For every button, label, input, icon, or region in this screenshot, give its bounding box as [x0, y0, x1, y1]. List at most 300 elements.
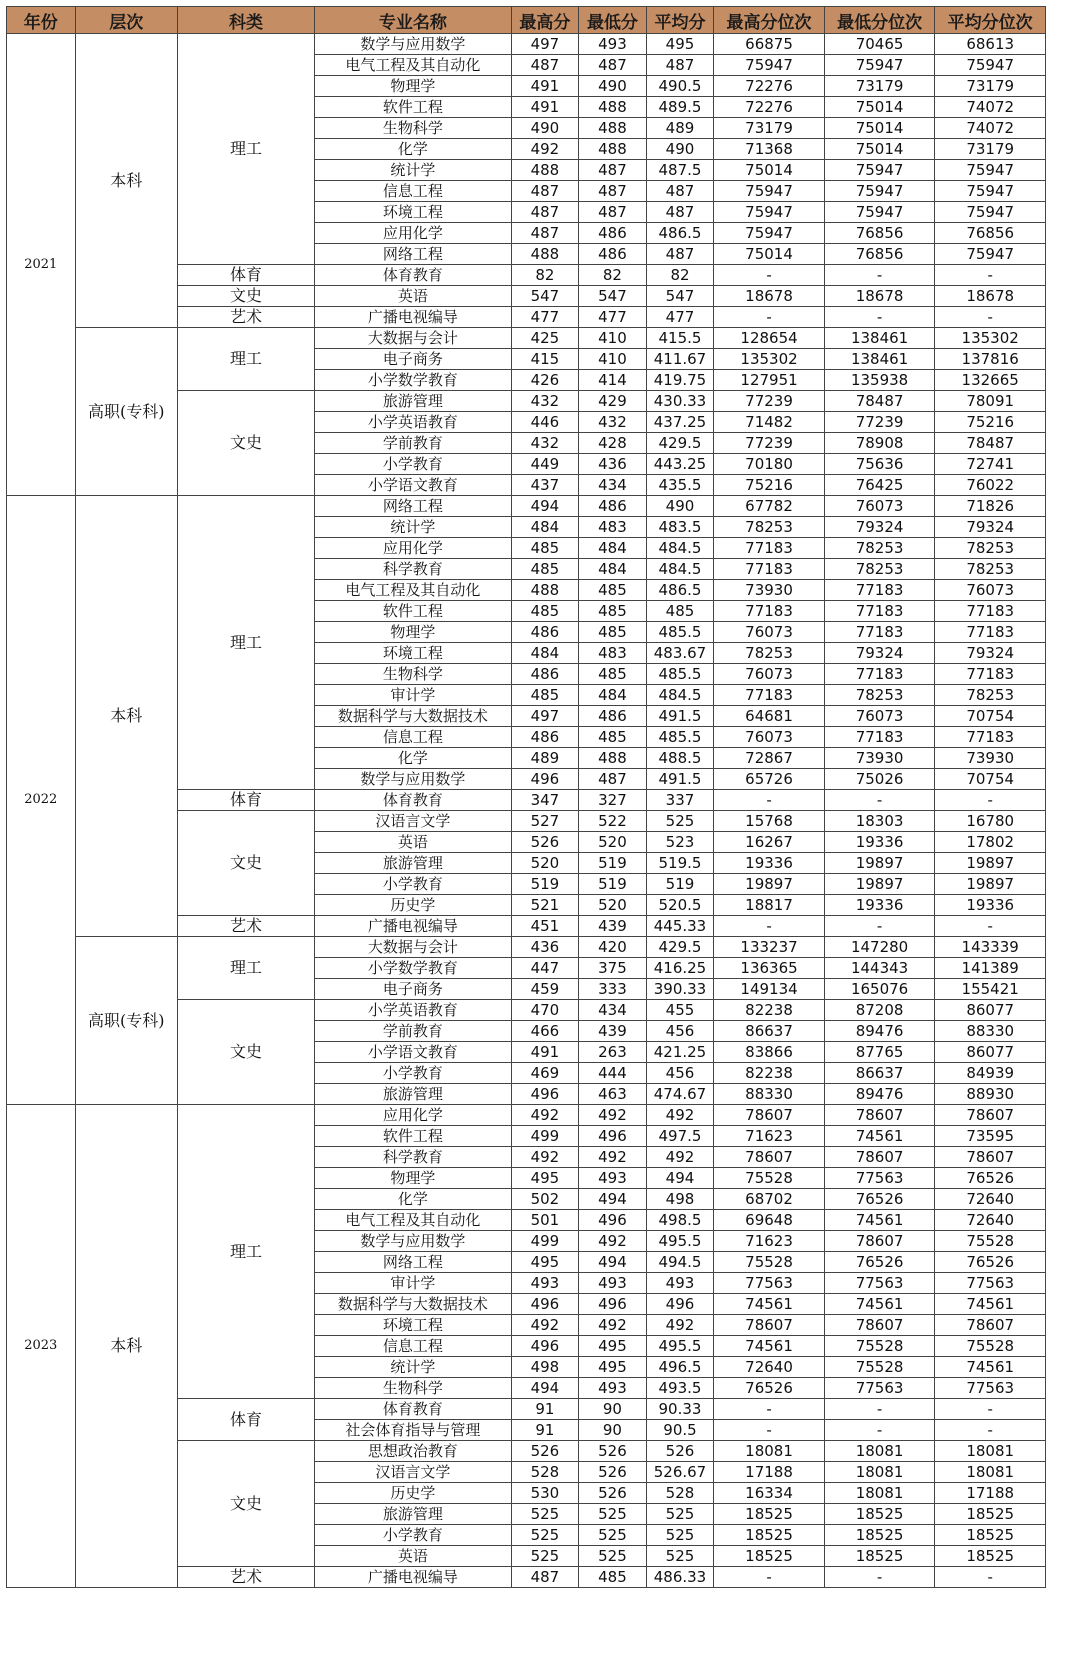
max-rank-cell: 71368 [714, 139, 825, 160]
avg-rank-cell: 135302 [935, 328, 1046, 349]
min-rank-cell: - [824, 265, 935, 286]
year-cell: 2022 [7, 496, 76, 1105]
avg-rank-cell: 75947 [935, 244, 1046, 265]
avg-rank-cell: 72640 [935, 1210, 1046, 1231]
min-score-cell: 434 [579, 475, 647, 496]
max-rank-cell: 17188 [714, 1462, 825, 1483]
avg-rank-cell: 18081 [935, 1462, 1046, 1483]
major-name-cell: 广播电视编导 [315, 1567, 512, 1588]
max-score-cell: 485 [511, 538, 579, 559]
table-body [7, 34, 1046, 1588]
major-name-cell: 汉语言文学 [315, 811, 512, 832]
major-name-cell: 小学语文教育 [315, 475, 512, 496]
min-rank-cell: 18081 [824, 1441, 935, 1462]
min-rank-cell: 75026 [824, 769, 935, 790]
avg-score-cell: 456 [646, 1021, 714, 1042]
avg-rank-cell: 77183 [935, 622, 1046, 643]
min-score-cell: 487 [579, 202, 647, 223]
major-name-cell: 环境工程 [315, 1315, 512, 1336]
avg-score-cell: 519.5 [646, 853, 714, 874]
major-name-cell: 审计学 [315, 685, 512, 706]
min-score-cell: 90 [579, 1399, 647, 1420]
avg-rank-cell: 88930 [935, 1084, 1046, 1105]
avg-rank-cell: 75947 [935, 160, 1046, 181]
header-year: 年份 [7, 7, 76, 34]
avg-rank-cell: 78487 [935, 433, 1046, 454]
max-rank-cell: 74561 [714, 1336, 825, 1357]
avg-rank-cell: 76526 [935, 1168, 1046, 1189]
avg-score-cell: 474.67 [646, 1084, 714, 1105]
avg-rank-cell: 18525 [935, 1546, 1046, 1567]
min-score-cell: 439 [579, 1021, 647, 1042]
avg-score-cell: 525 [646, 1546, 714, 1567]
major-name-cell: 应用化学 [315, 1105, 512, 1126]
avg-rank-cell: - [935, 307, 1046, 328]
avg-rank-cell: 132665 [935, 370, 1046, 391]
min-score-cell: 327 [579, 790, 647, 811]
major-name-cell: 统计学 [315, 160, 512, 181]
max-score-cell: 493 [511, 1273, 579, 1294]
category-cell: 文史 [177, 1000, 314, 1105]
category-cell: 理工 [177, 328, 314, 391]
avg-score-cell: 429.5 [646, 433, 714, 454]
min-score-cell: 495 [579, 1357, 647, 1378]
max-score-cell: 425 [511, 328, 579, 349]
min-score-cell: 488 [579, 118, 647, 139]
min-score-cell: 547 [579, 286, 647, 307]
major-name-cell: 历史学 [315, 1483, 512, 1504]
avg-rank-cell: - [935, 1420, 1046, 1441]
avg-rank-cell: 68613 [935, 34, 1046, 55]
max-rank-cell: 75216 [714, 475, 825, 496]
min-score-cell: 439 [579, 916, 647, 937]
min-rank-cell: 87208 [824, 1000, 935, 1021]
year-cell: 2021 [7, 34, 76, 496]
min-rank-cell: 19336 [824, 895, 935, 916]
min-score-cell: 496 [579, 1210, 647, 1231]
max-rank-cell: 70180 [714, 454, 825, 475]
major-name-cell: 审计学 [315, 1273, 512, 1294]
max-score-cell: 449 [511, 454, 579, 475]
max-score-cell: 489 [511, 748, 579, 769]
max-rank-cell: 77183 [714, 538, 825, 559]
major-name-cell: 化学 [315, 139, 512, 160]
max-score-cell: 492 [511, 139, 579, 160]
major-name-cell: 物理学 [315, 622, 512, 643]
min-score-cell: 375 [579, 958, 647, 979]
major-name-cell: 社会体育指导与管理 [315, 1420, 512, 1441]
max-rank-cell: 18678 [714, 286, 825, 307]
min-score-cell: 495 [579, 1336, 647, 1357]
max-score-cell: 432 [511, 433, 579, 454]
major-name-cell: 网络工程 [315, 244, 512, 265]
max-score-cell: 527 [511, 811, 579, 832]
max-score-cell: 447 [511, 958, 579, 979]
min-score-cell: 494 [579, 1252, 647, 1273]
min-rank-cell: 19897 [824, 853, 935, 874]
max-rank-cell: 88330 [714, 1084, 825, 1105]
avg-score-cell: 484.5 [646, 538, 714, 559]
min-rank-cell: 18525 [824, 1546, 935, 1567]
min-score-cell: 483 [579, 517, 647, 538]
major-name-cell: 信息工程 [315, 1336, 512, 1357]
avg-rank-cell: 75947 [935, 202, 1046, 223]
avg-rank-cell: 75947 [935, 181, 1046, 202]
max-rank-cell: 86637 [714, 1021, 825, 1042]
avg-score-cell: 526 [646, 1441, 714, 1462]
max-rank-cell: 75947 [714, 55, 825, 76]
avg-rank-cell: - [935, 916, 1046, 937]
min-rank-cell: 75528 [824, 1357, 935, 1378]
min-score-cell: 526 [579, 1441, 647, 1462]
avg-rank-cell: 76526 [935, 1252, 1046, 1273]
avg-score-cell: 486.5 [646, 223, 714, 244]
major-name-cell: 应用化学 [315, 223, 512, 244]
category-cell: 体育 [177, 265, 314, 286]
max-score-cell: 526 [511, 1441, 579, 1462]
avg-rank-cell: - [935, 790, 1046, 811]
max-rank-cell: 75528 [714, 1168, 825, 1189]
major-name-cell: 化学 [315, 748, 512, 769]
avg-score-cell: 430.33 [646, 391, 714, 412]
major-name-cell: 数据科学与大数据技术 [315, 706, 512, 727]
avg-score-cell: 495.5 [646, 1336, 714, 1357]
min-rank-cell: 76073 [824, 496, 935, 517]
max-rank-cell: 135302 [714, 349, 825, 370]
min-score-cell: 492 [579, 1105, 647, 1126]
min-rank-cell: 76425 [824, 475, 935, 496]
min-rank-cell: - [824, 307, 935, 328]
level-cell: 本科 [75, 1105, 177, 1588]
min-rank-cell: 75014 [824, 118, 935, 139]
category-cell: 体育 [177, 790, 314, 811]
min-rank-cell: - [824, 1420, 935, 1441]
min-rank-cell: 18081 [824, 1462, 935, 1483]
min-score-cell: 410 [579, 328, 647, 349]
avg-score-cell: 443.25 [646, 454, 714, 475]
min-score-cell: 493 [579, 1378, 647, 1399]
avg-score-cell: 491.5 [646, 769, 714, 790]
max-rank-cell: 75014 [714, 160, 825, 181]
min-rank-cell: 75947 [824, 160, 935, 181]
max-score-cell: 82 [511, 265, 579, 286]
major-name-cell: 旅游管理 [315, 853, 512, 874]
max-rank-cell: - [714, 790, 825, 811]
max-score-cell: 469 [511, 1063, 579, 1084]
max-rank-cell: 128654 [714, 328, 825, 349]
major-name-cell: 小学教育 [315, 1525, 512, 1546]
max-rank-cell: 127951 [714, 370, 825, 391]
avg-score-cell: 485 [646, 601, 714, 622]
major-name-cell: 小学数学教育 [315, 958, 512, 979]
avg-rank-cell: 84939 [935, 1063, 1046, 1084]
max-score-cell: 484 [511, 517, 579, 538]
max-score-cell: 459 [511, 979, 579, 1000]
category-cell: 体育 [177, 1399, 314, 1441]
min-score-cell: 483 [579, 643, 647, 664]
header-max-rank: 最高分位次 [714, 7, 825, 34]
min-score-cell: 488 [579, 139, 647, 160]
max-rank-cell: 69648 [714, 1210, 825, 1231]
min-rank-cell: 77183 [824, 622, 935, 643]
avg-rank-cell: 75947 [935, 55, 1046, 76]
max-rank-cell: 75528 [714, 1252, 825, 1273]
min-score-cell: 487 [579, 769, 647, 790]
table-row [7, 1105, 1046, 1126]
max-score-cell: 347 [511, 790, 579, 811]
max-rank-cell: 18817 [714, 895, 825, 916]
avg-score-cell: 498 [646, 1189, 714, 1210]
max-score-cell: 486 [511, 727, 579, 748]
min-score-cell: 526 [579, 1483, 647, 1504]
min-score-cell: 496 [579, 1126, 647, 1147]
header-level: 层次 [75, 7, 177, 34]
category-cell: 文史 [177, 286, 314, 307]
avg-rank-cell: 79324 [935, 517, 1046, 538]
avg-score-cell: 525 [646, 811, 714, 832]
max-rank-cell: 136365 [714, 958, 825, 979]
min-rank-cell: 147280 [824, 937, 935, 958]
avg-score-cell: 494 [646, 1168, 714, 1189]
max-rank-cell: 78607 [714, 1147, 825, 1168]
min-rank-cell: 19336 [824, 832, 935, 853]
min-rank-cell: 77183 [824, 580, 935, 601]
min-rank-cell: 78908 [824, 433, 935, 454]
major-name-cell: 电子商务 [315, 349, 512, 370]
max-rank-cell: 77239 [714, 433, 825, 454]
avg-rank-cell: 141389 [935, 958, 1046, 979]
major-name-cell: 体育教育 [315, 265, 512, 286]
avg-score-cell: 490.5 [646, 76, 714, 97]
header-category: 科类 [177, 7, 314, 34]
max-rank-cell: 75947 [714, 181, 825, 202]
avg-score-cell: 496.5 [646, 1357, 714, 1378]
major-name-cell: 物理学 [315, 76, 512, 97]
major-name-cell: 信息工程 [315, 727, 512, 748]
avg-rank-cell: 78607 [935, 1147, 1046, 1168]
min-score-cell: 428 [579, 433, 647, 454]
header-max-score: 最高分 [511, 7, 579, 34]
avg-score-cell: 485.5 [646, 622, 714, 643]
major-name-cell: 统计学 [315, 517, 512, 538]
max-score-cell: 485 [511, 601, 579, 622]
category-cell: 文史 [177, 391, 314, 496]
min-rank-cell: 75528 [824, 1336, 935, 1357]
avg-score-cell: 547 [646, 286, 714, 307]
min-score-cell: 410 [579, 349, 647, 370]
min-rank-cell: 75947 [824, 55, 935, 76]
min-score-cell: 486 [579, 706, 647, 727]
max-score-cell: 488 [511, 580, 579, 601]
avg-rank-cell: 74561 [935, 1357, 1046, 1378]
min-score-cell: 520 [579, 895, 647, 916]
major-name-cell: 汉语言文学 [315, 1462, 512, 1483]
avg-rank-cell: 19336 [935, 895, 1046, 916]
avg-rank-cell: 78607 [935, 1105, 1046, 1126]
avg-rank-cell: 18525 [935, 1504, 1046, 1525]
avg-score-cell: 487 [646, 181, 714, 202]
min-score-cell: 492 [579, 1231, 647, 1252]
avg-rank-cell: - [935, 1399, 1046, 1420]
avg-rank-cell: 17802 [935, 832, 1046, 853]
max-score-cell: 499 [511, 1126, 579, 1147]
min-rank-cell: 77563 [824, 1378, 935, 1399]
major-name-cell: 英语 [315, 286, 512, 307]
max-score-cell: 496 [511, 1336, 579, 1357]
major-name-cell: 数学与应用数学 [315, 34, 512, 55]
min-rank-cell: - [824, 790, 935, 811]
max-rank-cell: 19336 [714, 853, 825, 874]
avg-rank-cell: 74072 [935, 97, 1046, 118]
header-min-score: 最低分 [579, 7, 647, 34]
max-score-cell: 492 [511, 1147, 579, 1168]
avg-rank-cell: 17188 [935, 1483, 1046, 1504]
major-name-cell: 英语 [315, 832, 512, 853]
min-score-cell: 486 [579, 223, 647, 244]
avg-rank-cell: 73930 [935, 748, 1046, 769]
max-score-cell: 436 [511, 937, 579, 958]
major-name-cell: 数学与应用数学 [315, 769, 512, 790]
avg-score-cell: 490 [646, 496, 714, 517]
min-rank-cell: 89476 [824, 1021, 935, 1042]
max-score-cell: 497 [511, 34, 579, 55]
min-rank-cell: 18525 [824, 1504, 935, 1525]
avg-rank-cell: 76073 [935, 580, 1046, 601]
avg-score-cell: 520.5 [646, 895, 714, 916]
max-rank-cell: 18081 [714, 1441, 825, 1462]
avg-score-cell: 486.5 [646, 580, 714, 601]
max-score-cell: 499 [511, 1231, 579, 1252]
avg-score-cell: 489.5 [646, 97, 714, 118]
max-score-cell: 470 [511, 1000, 579, 1021]
min-score-cell: 485 [579, 727, 647, 748]
avg-rank-cell: 19897 [935, 874, 1046, 895]
min-rank-cell: 18303 [824, 811, 935, 832]
min-score-cell: 484 [579, 559, 647, 580]
max-score-cell: 432 [511, 391, 579, 412]
min-rank-cell: 18678 [824, 286, 935, 307]
min-rank-cell: 135938 [824, 370, 935, 391]
major-name-cell: 小学英语教育 [315, 412, 512, 433]
max-score-cell: 488 [511, 160, 579, 181]
min-rank-cell: 75014 [824, 139, 935, 160]
avg-rank-cell: 75216 [935, 412, 1046, 433]
max-score-cell: 446 [511, 412, 579, 433]
header-major: 专业名称 [315, 7, 512, 34]
max-rank-cell: 133237 [714, 937, 825, 958]
max-rank-cell: 82238 [714, 1000, 825, 1021]
major-name-cell: 历史学 [315, 895, 512, 916]
avg-rank-cell: 75528 [935, 1336, 1046, 1357]
max-rank-cell: 72867 [714, 748, 825, 769]
max-score-cell: 495 [511, 1168, 579, 1189]
min-score-cell: 436 [579, 454, 647, 475]
avg-score-cell: 415.5 [646, 328, 714, 349]
max-score-cell: 521 [511, 895, 579, 916]
min-score-cell: 333 [579, 979, 647, 1000]
max-rank-cell: - [714, 916, 825, 937]
avg-rank-cell: 73595 [935, 1126, 1046, 1147]
min-rank-cell: 75636 [824, 454, 935, 475]
max-score-cell: 501 [511, 1210, 579, 1231]
avg-score-cell: 82 [646, 265, 714, 286]
avg-rank-cell: 76022 [935, 475, 1046, 496]
max-rank-cell: 78607 [714, 1105, 825, 1126]
min-score-cell: 82 [579, 265, 647, 286]
major-name-cell: 软件工程 [315, 1126, 512, 1147]
avg-score-cell: 437.25 [646, 412, 714, 433]
min-score-cell: 488 [579, 97, 647, 118]
min-rank-cell: 78487 [824, 391, 935, 412]
major-name-cell: 网络工程 [315, 1252, 512, 1273]
avg-rank-cell: 155421 [935, 979, 1046, 1000]
major-name-cell: 信息工程 [315, 181, 512, 202]
major-name-cell: 数据科学与大数据技术 [315, 1294, 512, 1315]
max-rank-cell: 77183 [714, 559, 825, 580]
avg-rank-cell: 77183 [935, 601, 1046, 622]
max-score-cell: 426 [511, 370, 579, 391]
major-name-cell: 环境工程 [315, 202, 512, 223]
avg-rank-cell: 79324 [935, 643, 1046, 664]
min-score-cell: 522 [579, 811, 647, 832]
max-rank-cell: 19897 [714, 874, 825, 895]
avg-rank-cell: 18081 [935, 1441, 1046, 1462]
table-row [7, 496, 1046, 517]
max-score-cell: 525 [511, 1546, 579, 1567]
table-row [7, 328, 1046, 349]
max-score-cell: 486 [511, 664, 579, 685]
min-score-cell: 477 [579, 307, 647, 328]
max-rank-cell: 78607 [714, 1315, 825, 1336]
major-name-cell: 电气工程及其自动化 [315, 1210, 512, 1231]
max-rank-cell: 149134 [714, 979, 825, 1000]
max-rank-cell: 77183 [714, 685, 825, 706]
avg-rank-cell: 86077 [935, 1000, 1046, 1021]
min-score-cell: 414 [579, 370, 647, 391]
avg-score-cell: 429.5 [646, 937, 714, 958]
major-name-cell: 生物科学 [315, 664, 512, 685]
max-rank-cell: 73930 [714, 580, 825, 601]
min-score-cell: 493 [579, 34, 647, 55]
min-score-cell: 494 [579, 1189, 647, 1210]
min-rank-cell: 76526 [824, 1252, 935, 1273]
min-rank-cell: 78253 [824, 685, 935, 706]
avg-score-cell: 487 [646, 55, 714, 76]
max-score-cell: 485 [511, 559, 579, 580]
max-score-cell: 437 [511, 475, 579, 496]
avg-rank-cell: 77563 [935, 1273, 1046, 1294]
avg-rank-cell: 77183 [935, 664, 1046, 685]
avg-score-cell: 487 [646, 202, 714, 223]
major-name-cell: 科学教育 [315, 1147, 512, 1168]
max-score-cell: 525 [511, 1504, 579, 1525]
min-rank-cell: 76856 [824, 244, 935, 265]
level-cell: 本科 [75, 496, 177, 937]
avg-score-cell: 490 [646, 139, 714, 160]
header-avg-score: 平均分 [646, 7, 714, 34]
max-rank-cell: 18525 [714, 1546, 825, 1567]
major-name-cell: 旅游管理 [315, 1504, 512, 1525]
avg-rank-cell: 18678 [935, 286, 1046, 307]
avg-rank-cell: 77183 [935, 727, 1046, 748]
category-cell: 理工 [177, 496, 314, 790]
min-score-cell: 492 [579, 1315, 647, 1336]
min-score-cell: 463 [579, 1084, 647, 1105]
max-score-cell: 490 [511, 118, 579, 139]
avg-score-cell: 493 [646, 1273, 714, 1294]
year-cell: 2023 [7, 1105, 76, 1588]
max-rank-cell: 78253 [714, 517, 825, 538]
